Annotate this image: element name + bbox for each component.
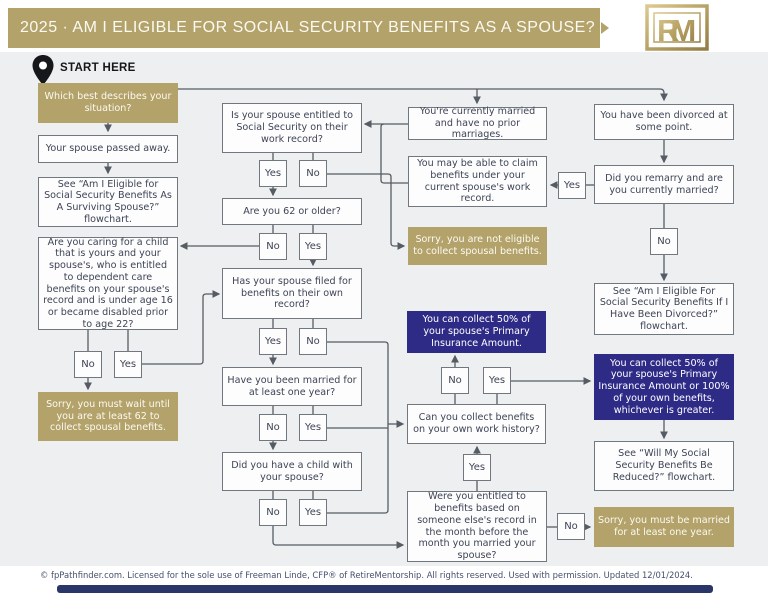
node-claim-current-spouse: You may be able to claim benefits under your current spouse's work record. bbox=[408, 156, 547, 207]
caring-child-yes: Yes bbox=[114, 351, 142, 378]
node-see-divorced-flowchart: See “Am I Eligible For Social Security Benefits If I Have Been Divorced?” flowchart. bbox=[594, 283, 734, 335]
are-you-62-no: No bbox=[259, 233, 287, 260]
node-collect-own-history: Can you collect benefits on your own work history? bbox=[407, 404, 546, 444]
start-here-label: START HERE bbox=[60, 62, 136, 74]
node-divorced-some-point: You have been divorced at some point. bbox=[594, 104, 734, 140]
child-with-spouse-no: No bbox=[259, 499, 287, 526]
node-spouse-passed-away: Your spouse passed away. bbox=[38, 135, 178, 163]
spouse-filed-yes: Yes bbox=[259, 328, 287, 355]
node-sorry-not-eligible: Sorry, you are not eligible to collect spousal benefits. bbox=[408, 227, 547, 265]
are-you-62-yes: Yes bbox=[299, 233, 327, 260]
node-child-with-spouse: Did you have a child with your spouse? bbox=[222, 452, 362, 491]
node-are-you-62: Are you 62 or older? bbox=[222, 198, 362, 225]
were-entitled-no: No bbox=[557, 513, 585, 540]
bottom-navy-bar bbox=[57, 585, 713, 593]
spouse-filed-no: No bbox=[299, 328, 327, 355]
did-you-remarry-no: No bbox=[650, 228, 678, 255]
node-spouse-filed: Has your spouse filed for benefits on their own record? bbox=[222, 268, 362, 319]
node-see-benefits-reduced-flowchart: See “Will My Social Security Benefits Be Reduced?” flowchart. bbox=[594, 441, 734, 491]
node-caring-for-child: Are you caring for a child that is yours and your spouse's, who is entitled to dependent care benefits on your spouse's record and is under age 16 or became disabled prior to age 22? bbox=[38, 237, 178, 330]
collect-own-no: No bbox=[441, 367, 469, 394]
collect-own-yes: Yes bbox=[483, 367, 511, 394]
node-collect-50: You can collect 50% of your spouse's Primary Insurance Amount. bbox=[407, 311, 546, 353]
did-you-remarry-yes: Yes bbox=[558, 172, 586, 199]
spouse-entitled-yes: Yes bbox=[259, 160, 287, 187]
node-which-best-describes: Which best describes your situation? bbox=[38, 83, 178, 123]
node-sorry-married-one-year: Sorry, you must be married for at least one year. bbox=[594, 507, 734, 547]
married-one-year-no: No bbox=[259, 414, 287, 441]
node-see-surviving-spouse-flowchart: See “Am I Eligible for Social Security Benefits As A Surviving Spouse?” flowchart. bbox=[38, 177, 178, 227]
were-entitled-yes: Yes bbox=[463, 454, 491, 481]
node-collect-50-or-100: You can collect 50% of your spouse's Primary Insurance Amount or 100% of your own benefits, whichever is greater. bbox=[594, 354, 734, 420]
page-title: 2025 · AM I ELIGIBLE FOR SOCIAL SECURITY BENEFITS AS A SPOUSE? bbox=[8, 8, 600, 48]
logo-monogram-text: RM bbox=[657, 13, 688, 48]
node-currently-married: You're currently married and have no prior marriages. bbox=[408, 107, 547, 140]
node-married-one-year: Have you been married for at least one year? bbox=[222, 367, 362, 406]
married-one-year-yes: Yes bbox=[299, 414, 327, 441]
license-text: © fpPathfinder.com. Licensed for the sole use of Freeman Linde, CFP® of RetireMentorship. All rights reserved. Used with permission. Updated 12/01/2024. bbox=[40, 570, 693, 580]
node-did-you-remarry: Did you remarry and are you currently married? bbox=[594, 165, 734, 204]
child-with-spouse-yes: Yes bbox=[299, 499, 327, 526]
spouse-entitled-no: No bbox=[299, 160, 327, 187]
node-sorry-wait-62: Sorry, you must wait until you are at least 62 to collect spousal benefits. bbox=[38, 392, 178, 441]
node-spouse-entitled: Is your spouse entitled to Social Security on their work record? bbox=[222, 103, 362, 153]
caring-child-no: No bbox=[74, 351, 102, 378]
node-were-entitled: Were you entitled to benefits based on someone else's record in the month before the month you married your spouse? bbox=[407, 491, 547, 562]
